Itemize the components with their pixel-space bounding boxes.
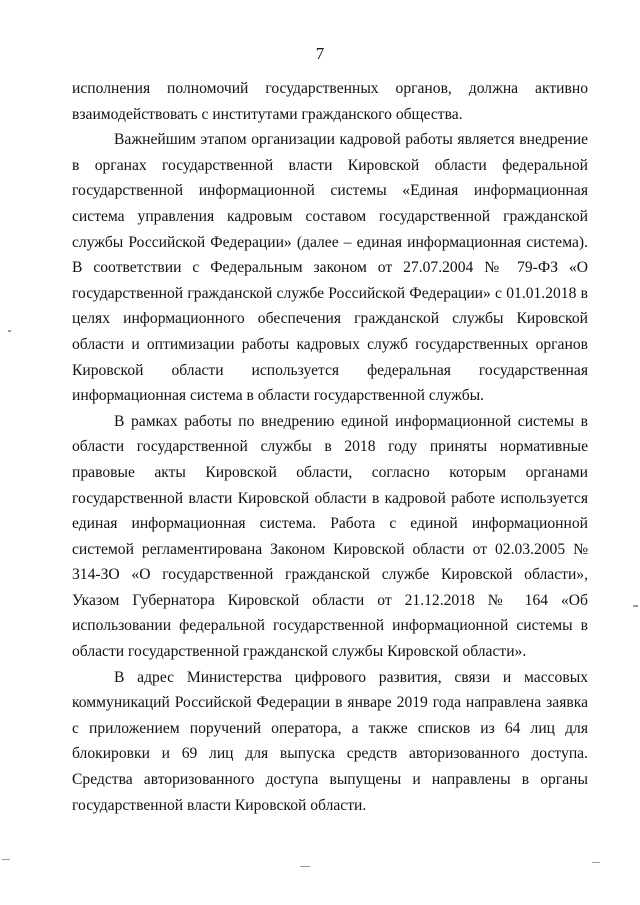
paragraph-hr-system-introduction: Важнейшим этапом организации кадровой работы является внедрение в органах государственной власти Кировской области федеральной государственной информационной системы «Единая информационная система управления кадровым составом государственной гражданской службы Российской Федерации» (далее – единая информационная система). В соответствии с Федеральным законом от 27.07.2004 № 79-ФЗ «О государственной гражданской службе Российской Федерации» с 01.01.2018 в целях информационного обеспечения гражданской службы Кировской области и оптимизации работы кадровых служб государственных органов Кировской области используется федеральная государственная информационная система в области государственной службы.	[72, 131, 588, 405]
paragraph-ministry-request: В адрес Министерства цифрового развития, связи и массовых коммуникаций Российской Федерации в январе 2019 года направлена заявка с приложением поручений оператора, а также списков из 64 лиц для блокировки и 69 лиц для выпуска средств авторизованного доступа. Средства авторизованного доступа выпущены и направлены в органы государственной власти Кировской области.	[72, 668, 588, 814]
scan-artifact	[300, 866, 310, 867]
document-body	[72, 76, 588, 818]
scan-artifact	[8, 330, 11, 332]
scan-artifact	[633, 605, 638, 607]
scan-artifact	[2, 859, 10, 860]
page-number: 7	[315, 44, 325, 63]
scan-artifact	[592, 862, 600, 863]
paragraph-regulatory-acts: В рамках работы по внедрению единой информационной системы в области государственной службы в 2018 году приняты нормативные правовые акты Кировской области, согласно которым органами государственной власти Кировской области в кадровой работе используется единая информационная система. Работа с единой информационной системой регламентирована Законом Кировской области от 02.03.2005 № 314-ЗО «О государственной гражданской службе Кировской области», Указом Губернатора Кировской области от 21.12.2018 № 164 «Об использовании федеральной государственной информационной системы в области государственной гражданской службы Кировской области».	[72, 412, 588, 661]
paragraph-continuation: исполнения полномочий государственных органов, должна активно взаимодействовать с институтами гражданского общества.	[72, 80, 588, 123]
